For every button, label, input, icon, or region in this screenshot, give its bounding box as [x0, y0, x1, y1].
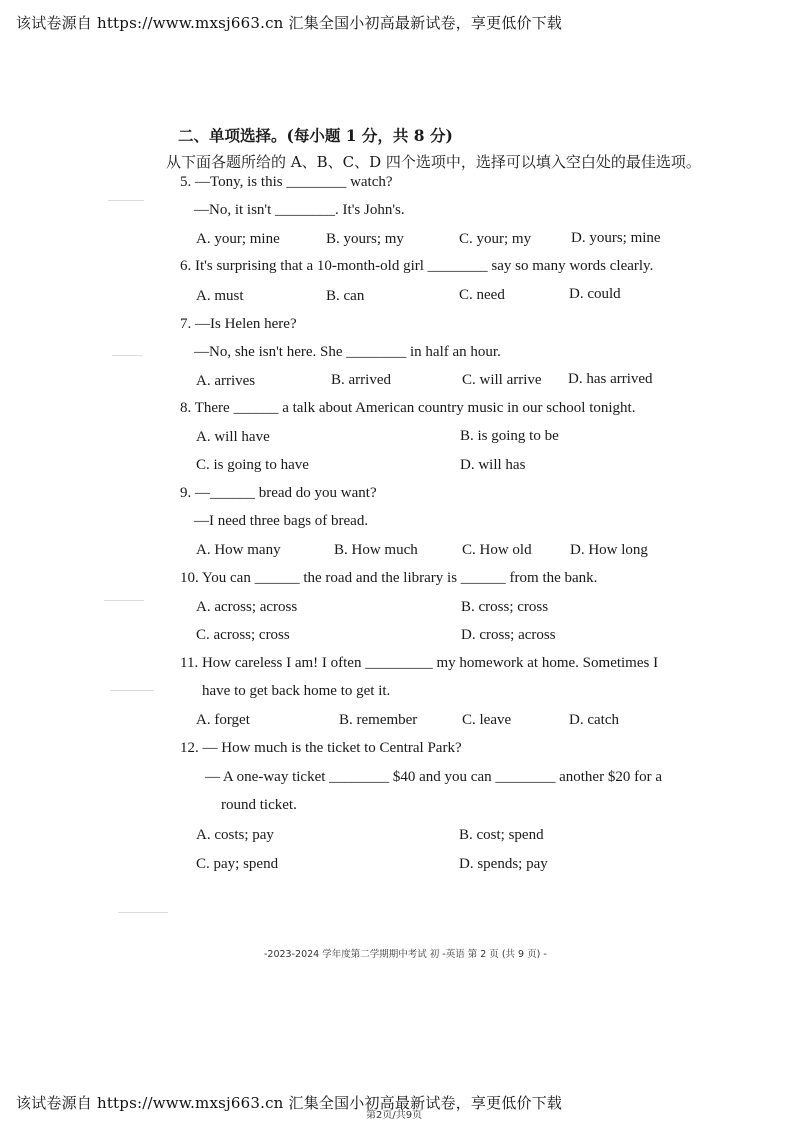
option-d: D. will has	[460, 457, 526, 473]
page-footer: -2023-2024 学年度第二学期期中考试 初 -英语 第 2 页 (共 9 页) -	[264, 949, 547, 960]
option-c: C. leave	[462, 712, 512, 728]
option-d: D. has arrived	[568, 371, 653, 387]
question-9-reply: —I need three bags of bread.	[194, 513, 369, 529]
option-b: B. remember	[339, 712, 418, 728]
option-d: D. spends; pay	[459, 856, 548, 872]
question-12-reply-cont: round ticket.	[221, 797, 297, 813]
question-11-stem-cont: have to get back home to get it.	[202, 683, 391, 699]
option-a: A. arrives	[196, 373, 256, 389]
option-c: C. is going to have	[196, 457, 309, 473]
option-b: B. can	[326, 288, 365, 304]
source-banner-bottom: 该试卷源自 https://www.mxsj663.cn 汇集全国小初高最新试卷，享更低价下载	[16, 1094, 563, 1112]
question-10-stem: 10. You can ______ the road and the library is ______ from the bank.	[180, 570, 598, 586]
option-a: A. will have	[196, 429, 270, 445]
question-9-stem: 9. —______ bread do you want?	[180, 485, 377, 501]
option-c: C. pay; spend	[196, 856, 279, 872]
question-12-reply: — A one-way ticket ________ $40 and you can ________ another $20 for a	[205, 769, 662, 785]
option-b: B. yours; my	[326, 231, 404, 247]
option-a: A. forget	[196, 712, 250, 728]
option-a: A. your; mine	[196, 231, 280, 247]
source-banner-top: 该试卷源自 https://www.mxsj663.cn 汇集全国小初高最新试卷，享更低价下载	[16, 14, 563, 32]
question-7-stem: 7. —Is Helen here?	[180, 316, 297, 332]
scan-noise	[104, 600, 144, 601]
scan-noise	[118, 912, 168, 913]
option-d: D. cross; across	[461, 627, 556, 643]
scan-noise	[112, 355, 142, 356]
option-a: A. How many	[196, 542, 281, 558]
option-c: C. your; my	[459, 231, 532, 247]
option-d: D. catch	[569, 712, 619, 728]
option-b: B. cross; cross	[461, 599, 549, 615]
option-c: C. need	[459, 287, 505, 303]
question-5-stem: 5. —Tony, is this ________ watch?	[180, 174, 393, 190]
option-b: B. cost; spend	[459, 827, 544, 843]
option-a: A. across; across	[196, 599, 298, 615]
scan-noise	[110, 690, 154, 691]
option-c: C. How old	[462, 542, 532, 558]
question-11-stem: 11. How careless I am! I often _________ my homework at home. Sometimes I	[180, 655, 659, 671]
question-12-stem: 12. — How much is the ticket to Central Park?	[180, 740, 462, 756]
option-d: D. could	[569, 286, 621, 302]
option-d: D. yours; mine	[571, 230, 661, 246]
section-title: 二、单项选择。(每小题 1 分，共 8 分)	[178, 126, 453, 145]
option-b: B. arrived	[331, 372, 391, 388]
option-c: C. will arrive	[462, 372, 542, 388]
option-a: A. costs; pay	[196, 827, 274, 843]
question-5-reply: —No, it isn't ________. It's John's.	[194, 202, 405, 218]
scan-noise	[108, 200, 144, 201]
section-instruction: 从下面各题所给的 A、B、C、D 四个选项中，选择可以填入空白处的最佳选项。	[166, 153, 701, 171]
question-7-reply: —No, she isn't here. She ________ in half an hour.	[194, 344, 501, 360]
option-b: B. How much	[334, 542, 418, 558]
question-6-stem: 6. It's surprising that a 10-month-old girl ________ say so many words clearly.	[180, 258, 654, 274]
option-a: A. must	[196, 288, 244, 304]
option-b: B. is going to be	[460, 428, 559, 444]
option-c: C. across; cross	[196, 627, 290, 643]
question-8-stem: 8. There ______ a talk about American country music in our school tonight.	[180, 400, 636, 416]
page-counter: 第2页/共9页	[366, 1110, 423, 1121]
option-d: D. How long	[570, 542, 648, 558]
